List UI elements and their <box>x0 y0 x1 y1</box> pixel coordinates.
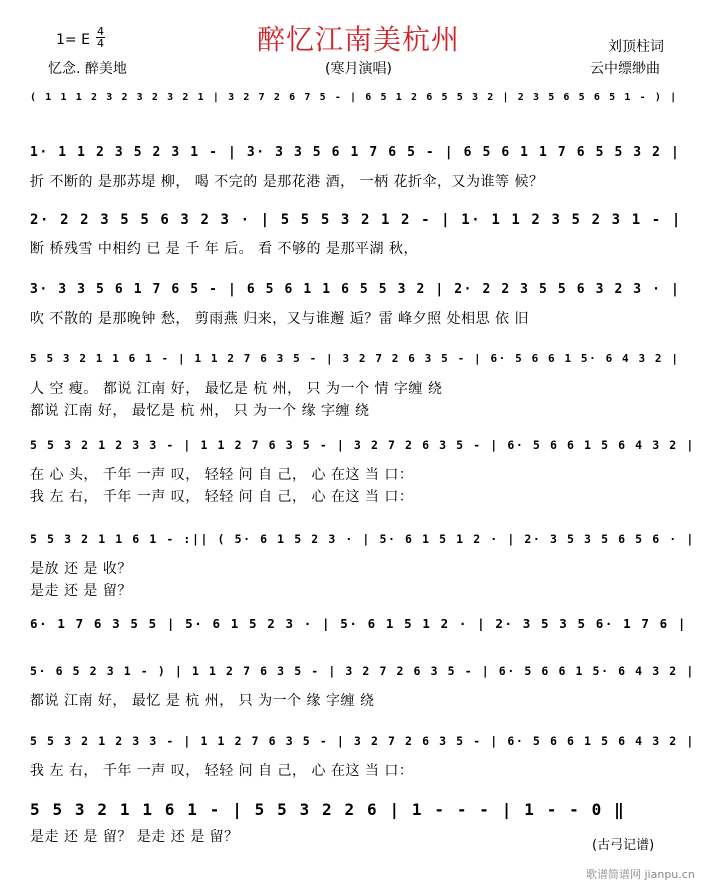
mood-marking: 忆念. 醉美地 <box>48 61 127 77</box>
notation-line: 5· 6 5 2 3 1 - ) | 1 1 2 7 6 3 5 - | 3 2 7 2 6 3 5 - | 6· 5 6 6 1 5· 6 4 3 2 | <box>30 664 695 678</box>
lyric-line: 吹 不散的 是那晚钟 愁， 剪雨燕 归来，又与谁邂 逅？雷 峰夕照 处相思 依 旧 <box>30 311 530 327</box>
notation-line: 6· 1 7 6 3 5 5 | 5· 6 1 5 2 3 · | 5· 6 1 5 1 2 · | 2· 3 5 3 5 6· 1 7 6 | <box>30 616 688 631</box>
lyric-line: 是走 还 是 留？ <box>30 583 132 599</box>
recorder-credit: (古弓记谱) <box>592 838 655 853</box>
singer-credit: (寒月演唱) <box>325 61 392 77</box>
notation-line: 5 5 3 2 1 1 6 1 - | 5 5 3 2 2 6 | 1 - - - | 1 - - 0 ‖ <box>30 800 626 819</box>
lyric-line: 在 心 头， 千年 一声 叹， 轻轻 问 自 己， 心 在这 当 口： <box>30 467 414 483</box>
lyric-line: 人 空 瘦。 都说 江南 好， 最忆是 杭 州， 只 为一个 情 字缠 绕 <box>30 381 443 397</box>
lyric-line: 是放 还 是 收？ <box>30 561 132 577</box>
notation-line: 1· 1 1 2 3 5 2 3 1 - | 3· 3 3 5 6 1 7 6 5 - | 6 5 6 1 1 7 6 5 5 3 2 | <box>30 145 681 160</box>
lyric-line: 是走 还 是 留？ 是走 还 是 留？ <box>30 829 239 845</box>
notation-line: ( 1 1 1 2 3 2 3 2 3 2 1 | 3 2 7 2 6 7 5 - | 6 5 1 2 6 5 5 3 2 | 2 3 5 6 5 6 5 1 - ) | <box>30 92 678 103</box>
watermark: 歌谱简谱网 jianpu.cn <box>586 868 695 881</box>
lyric-line: 我 左 右， 千年 一声 叹， 轻轻 问 自 己， 心 在这 当 口： <box>30 763 414 779</box>
lyric-line: 都说 江南 好， 最忆 是 杭 州， 只 为一个 缘 字缠 绕 <box>30 693 375 709</box>
notation-line: 5 5 3 2 1 1 6 1 - | 1 1 2 7 6 3 5 - | 3 2 7 2 6 3 5 - | 6· 5 6 6 1 5· 6 4 3 2 | <box>30 352 680 365</box>
lyric-line: 都说 江南 好， 最忆是 杭 州， 只 为一个 缘 字缠 绕 <box>30 403 370 419</box>
time-signature <box>96 26 105 49</box>
lyric-line: 我 左 右， 千年 一声 叹， 轻轻 问 自 己， 心 在这 当 口： <box>30 489 414 505</box>
notation-line: 5 5 3 2 1 2 3 3 - | 1 1 2 7 6 3 5 - | 3 2 7 2 6 3 5 - | 6· 5 6 6 1 5 6 4 3 2 | <box>30 438 695 452</box>
time-denominator: 4 <box>97 37 104 50</box>
notation-line: 2· 2 2 3 5 5 6 3 2 3 · | 5 5 5 3 2 1 2 - | 1· 1 1 2 3 5 2 3 1 - | <box>30 212 682 228</box>
composer-credit: 云中缥缈曲 <box>590 61 660 77</box>
time-numerator: 4 <box>97 25 104 38</box>
notation-line: 5 5 3 2 1 2 3 3 - | 1 1 2 7 6 3 5 - | 3 2 7 2 6 3 5 - | 6· 5 6 6 1 5 6 4 3 2 | <box>30 734 695 748</box>
lyric-line: 折 不断的 是那苏堤 柳， 喝 不完的 是那花港 酒， 一柄 花折伞，又为谁等 候？ <box>30 174 544 190</box>
key-signature: 1= E <box>56 32 90 48</box>
notation-line: 3· 3 3 5 6 1 7 6 5 - | 6 5 6 1 1 6 5 5 3 2 | 2· 2 2 3 5 5 6 3 2 3 · | <box>30 282 681 297</box>
notation-line: 5 5 3 2 1 1 6 1 - :|| ( 5· 6 1 5 2 3 · | 5· 6 1 5 1 2 · | 2· 3 5 3 5 6 5 6 · | <box>30 532 695 546</box>
lyricist-credit: 刘顶柱词 <box>608 39 664 55</box>
lyric-line: 断 桥残雪 中相约 已 是 千 年 后。 看 不够的 是那平湖 秋， <box>30 241 418 257</box>
page-title: 醉忆江南美杭州 <box>256 23 460 56</box>
